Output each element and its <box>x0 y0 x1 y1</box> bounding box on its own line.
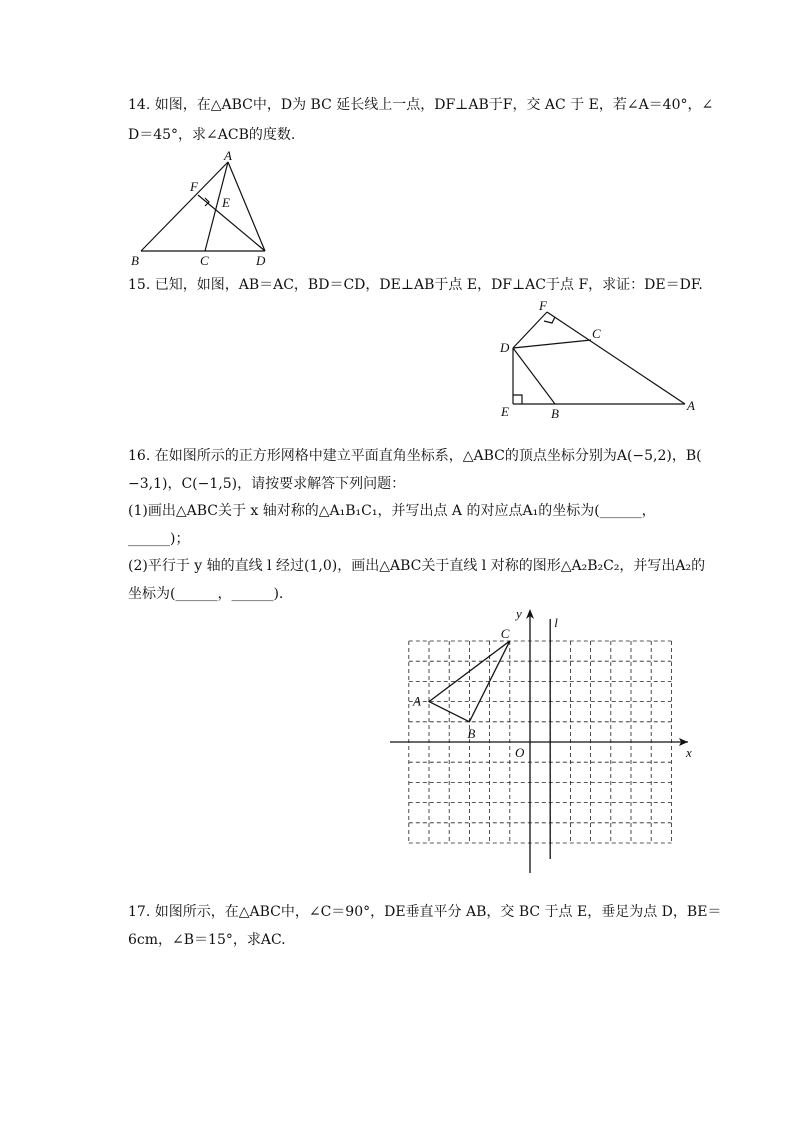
q15-figure <box>495 296 705 422</box>
q17-text-line-2: 6cm，∠B＝15°，求AC. <box>128 932 286 948</box>
point-A-label: A <box>413 693 421 709</box>
q16-text-line-4: ______)； <box>128 531 190 547</box>
q14-label-B: B <box>131 253 139 268</box>
origin-label: O <box>515 745 525 760</box>
q16-text-line-1: 16. 在如图所示的正方形网格中建立平面直角坐标系，△ABC的顶点坐标分别为A(−5,2)，B( <box>128 448 702 464</box>
triangle-abc <box>429 641 510 722</box>
y-axis-label: y <box>516 606 522 621</box>
q15-text-line-1: 15. 已知，如图，AB＝AC，BD＝CD，DE⊥AB于点 E，DF⊥AC于点 F，求证：DE＝DF. <box>128 277 703 293</box>
q16-text-line-2: −3,1)，C(−1,5)，请按要求解答下列问题： <box>128 476 406 492</box>
q16-text-line-3: (1)画出△ABC关于 x 轴对称的△A₁B₁C₁，并写出点 A 的对应点A₁的坐标为(______， <box>128 503 656 519</box>
line-l-label: l <box>554 615 558 630</box>
point-B-label: B <box>467 725 476 741</box>
q14-label-D: D <box>256 253 266 268</box>
q14-figure <box>125 148 285 270</box>
q15-label-D: D <box>500 340 510 355</box>
q14-label-F: F <box>190 179 198 194</box>
q14-text-line-2: D＝45°，求∠ACB的度数. <box>128 127 296 143</box>
q15-label-F: F <box>539 298 547 313</box>
q15-label-C: C <box>592 326 601 341</box>
x-axis-label: x <box>686 745 692 760</box>
point-C-label: C <box>500 626 510 641</box>
q14-label-E: E <box>222 195 230 210</box>
q16-coordinate-grid <box>380 603 700 879</box>
q14-label-A: A <box>224 148 232 163</box>
q17-text-line-1: 17. 如图所示，在△ABC中，∠C＝90°，DE垂直平分 AB，交 BC 于点 E，垂足为点 D，BE＝ <box>128 904 722 920</box>
q14-label-C: C <box>200 253 209 268</box>
q15-label-A: A <box>687 398 695 413</box>
q16-text-line-6: 坐标为(______，______). <box>128 586 284 602</box>
q16-text-line-5: (2)平行于 y 轴的直线 l 经过(1,0)，画出△ABC关于直线 l 对称的图形△A₂B₂C₂，并写出A₂的 <box>128 558 706 574</box>
q14-text-line-1: 14. 如图，在△ABC中，D为 BC 延长线上一点，DF⊥AB于F，交 AC 于 E，若∠A＝40°，∠ <box>128 97 714 113</box>
q15-label-B: B <box>551 406 559 421</box>
q15-label-E: E <box>501 404 509 419</box>
